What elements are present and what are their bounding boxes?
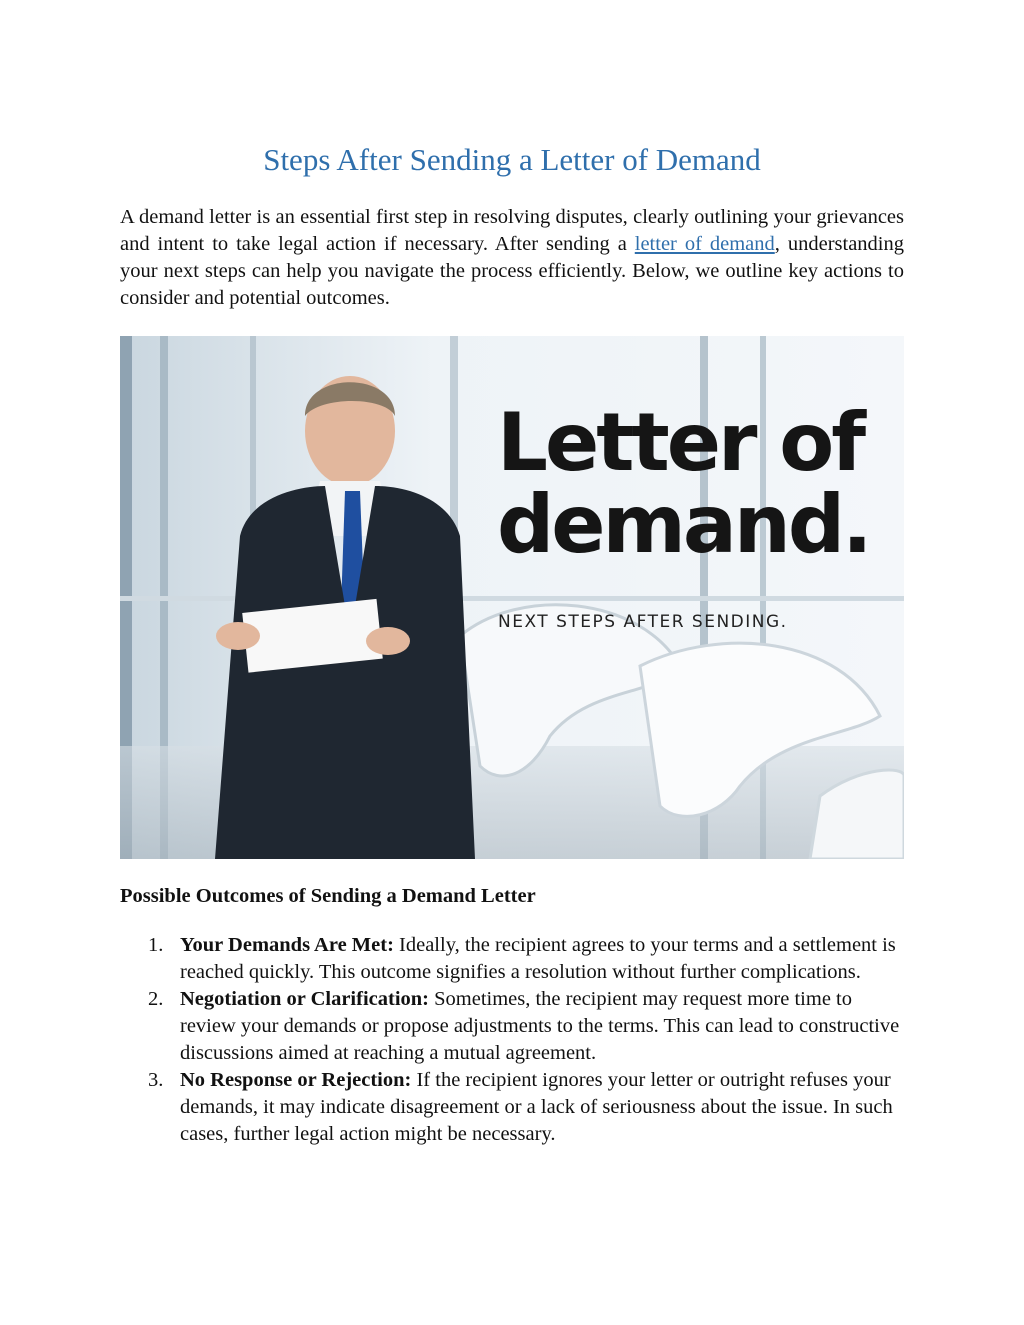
- list-number: 2.: [148, 988, 164, 1010]
- outcome-label: Your Demands Are Met:: [180, 934, 394, 956]
- outcomes-list: [120, 932, 910, 1148]
- outcome-text: Ideally, the recipient agrees to your terms and a settlement is reached quickly. This outcome signifies a resolution without further complications.: [180, 934, 896, 983]
- outcome-label: Negotiation or Clarification:: [180, 988, 429, 1010]
- intro-text-start: A demand letter is an essential first step in resolving disputes, clearly outlining your grievances and intent to take legal action if necessary. After sending a: [120, 206, 904, 255]
- outcome-text: If the recipient ignores your letter or outright refuses your demands, it may indicate disagreement or a lack of seriousness about the issue. In such cases, further legal action might be necessary.: [180, 1069, 893, 1145]
- list-item: [120, 932, 910, 986]
- outcomes-heading: Possible Outcomes of Sending a Demand Letter: [120, 885, 536, 907]
- hero-image: [120, 336, 904, 859]
- hero-subtitle: NEXT STEPS AFTER SENDING.: [498, 612, 788, 632]
- list-item: [120, 986, 910, 1067]
- letter-of-demand-link[interactable]: letter of demand: [634, 233, 775, 255]
- outcome-label: No Response or Rejection:: [180, 1069, 412, 1091]
- intro-paragraph: [120, 204, 904, 312]
- intro-text-end: , understanding your next steps can help you navigate the process efficiently. Below, we outline key actions to consider and potential outcomes.: [120, 233, 904, 309]
- outcome-text: Sometimes, the recipient may request more time to review your demands or propose adjustments to the terms. This can lead to constructive discussions aimed at reaching a mutual agreement.: [180, 988, 900, 1064]
- list-item: [120, 1067, 910, 1148]
- list-number: 3.: [148, 1069, 164, 1091]
- list-number: 1.: [148, 934, 164, 956]
- hero-title: Letter of demand.: [497, 396, 870, 571]
- page-title: Steps After Sending a Letter of Demand: [263, 142, 761, 177]
